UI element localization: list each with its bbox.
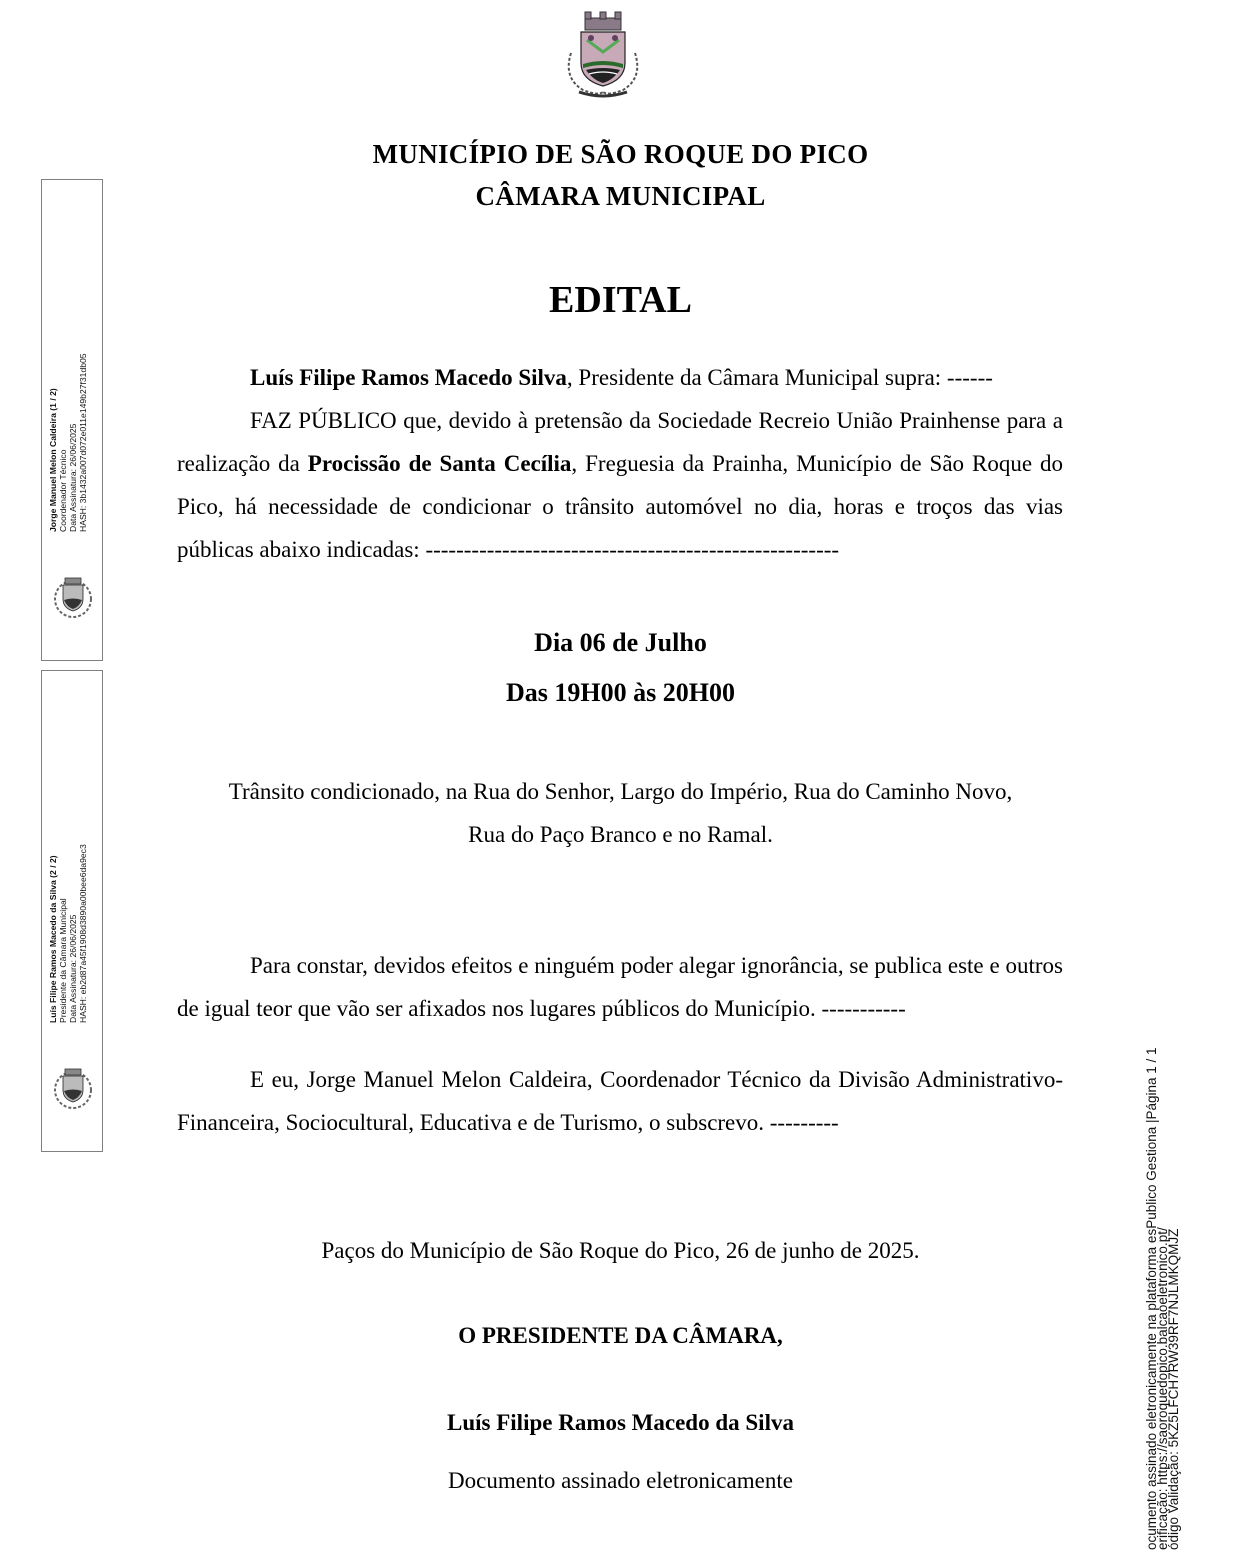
subscriber-paragraph: E eu, Jorge Manuel Melon Caldeira, Coordenador Técnico da Divisão Administrativo-Financeira, Sociocultural, Educativa e de Turismo, o subscrevo. ---------: [177, 1067, 1063, 1135]
validation-code: ódigo Validação: 5KZ5LFCH7RW39RF7NJLMKQMJZ: [1166, 1228, 1181, 1550]
announcement-paragraph: [177, 399, 1063, 571]
signature-2-details: [48, 844, 88, 1023]
announcement-text-2: , Freguesia da Prainha, Município de São Roque do Pico, há necessidade de condicionar o trânsito automóvel no dia, horas e troços das vias públicas abaixo indicadas: ------------------------------------------------------: [177, 451, 1063, 562]
intro-paragraph: [177, 356, 1063, 399]
intro-block: [177, 356, 1063, 571]
signature-1-details: [48, 353, 88, 532]
publication-block: [177, 944, 1063, 1030]
traffic-line-2: Rua do Paço Branco e no Ramal.: [468, 822, 773, 847]
validation-page-number: Página 1 / 1: [1144, 1047, 1159, 1120]
schedule-hours: Das 19H00 às 20H00: [506, 678, 735, 707]
signature-box-1: [41, 179, 103, 661]
municipality-name: MUNICÍPIO DE SÃO ROQUE DO PICO: [372, 139, 869, 169]
signature-2-name: Luís Filipe Ramos Macedo da Silva (2 / 2): [48, 855, 58, 1023]
signature-2-hash: HASH: eb2d87a45f1908d3890a00bee6da9ec3: [78, 844, 88, 1023]
signature-2-role: Presidente da Câmara Municipal: [58, 898, 68, 1023]
announcement-text-1: FAZ PÚBLICO que, devido à pretensão da Sociedade Recreio União Prainhense para a realização da: [177, 408, 1063, 476]
signature-box-2: [41, 670, 103, 1152]
municipal-coat-of-arms-icon: [553, 8, 653, 98]
intro-rest: , Presidente da Câmara Municipal supra: ------: [566, 365, 993, 390]
place-date: Paços do Município de São Roque do Pico, 26 de junho de 2025.: [321, 1238, 920, 1263]
signature-2-date: Data Assinatura: 26/06/2025: [68, 914, 78, 1023]
council-name: CÂMARA MUNICIPAL: [475, 181, 766, 211]
signature-1-role: Coordenador Técnico: [58, 449, 68, 532]
validation-code-line: [1168, 1229, 1179, 1550]
signature-1-crest-icon: [51, 575, 95, 619]
signer-role: O PRESIDENTE DA CÂMARA,: [458, 1323, 783, 1348]
schedule-day: Dia 06 de Julho: [534, 628, 707, 657]
event-name: Procissão de Santa Cecília: [307, 451, 572, 476]
document-title: EDITAL: [549, 279, 692, 321]
signature-1-hash: HASH: 3b1432a007d072e011e149b27f31db05: [78, 353, 88, 532]
signature-note: Documento assinado eletronicamente: [448, 1468, 793, 1493]
president-name: Luís Filipe Ramos Macedo Silva: [250, 365, 567, 390]
signature-1-date: Data Assinatura: 26/06/2025: [68, 423, 78, 532]
publication-paragraph: Para constar, devidos efeitos e ninguém poder alegar ignorância, se publica este e outros de igual teor que vão ser afixados nos lugares públicos do Município. -----------: [177, 953, 1063, 1021]
traffic-line-1: Trânsito condicionado, na Rua do Senhor, Largo do Império, Rua do Caminho Novo,: [228, 779, 1013, 804]
validation-url: erificação: https://saoroquedopico.balcaoeletronico.pt/: [1155, 1227, 1170, 1550]
validation-platform: ocumento assinado eletronicamente na plataforma esPublico Gestiona |: [1144, 1119, 1159, 1550]
signer-name: Luís Filipe Ramos Macedo da Silva: [447, 1410, 794, 1435]
subscriber-block: [177, 1058, 1063, 1144]
signature-2-crest-icon: [51, 1066, 95, 1110]
signature-1-name: Jorge Manuel Melon Caldeira (1 / 2): [48, 388, 58, 532]
